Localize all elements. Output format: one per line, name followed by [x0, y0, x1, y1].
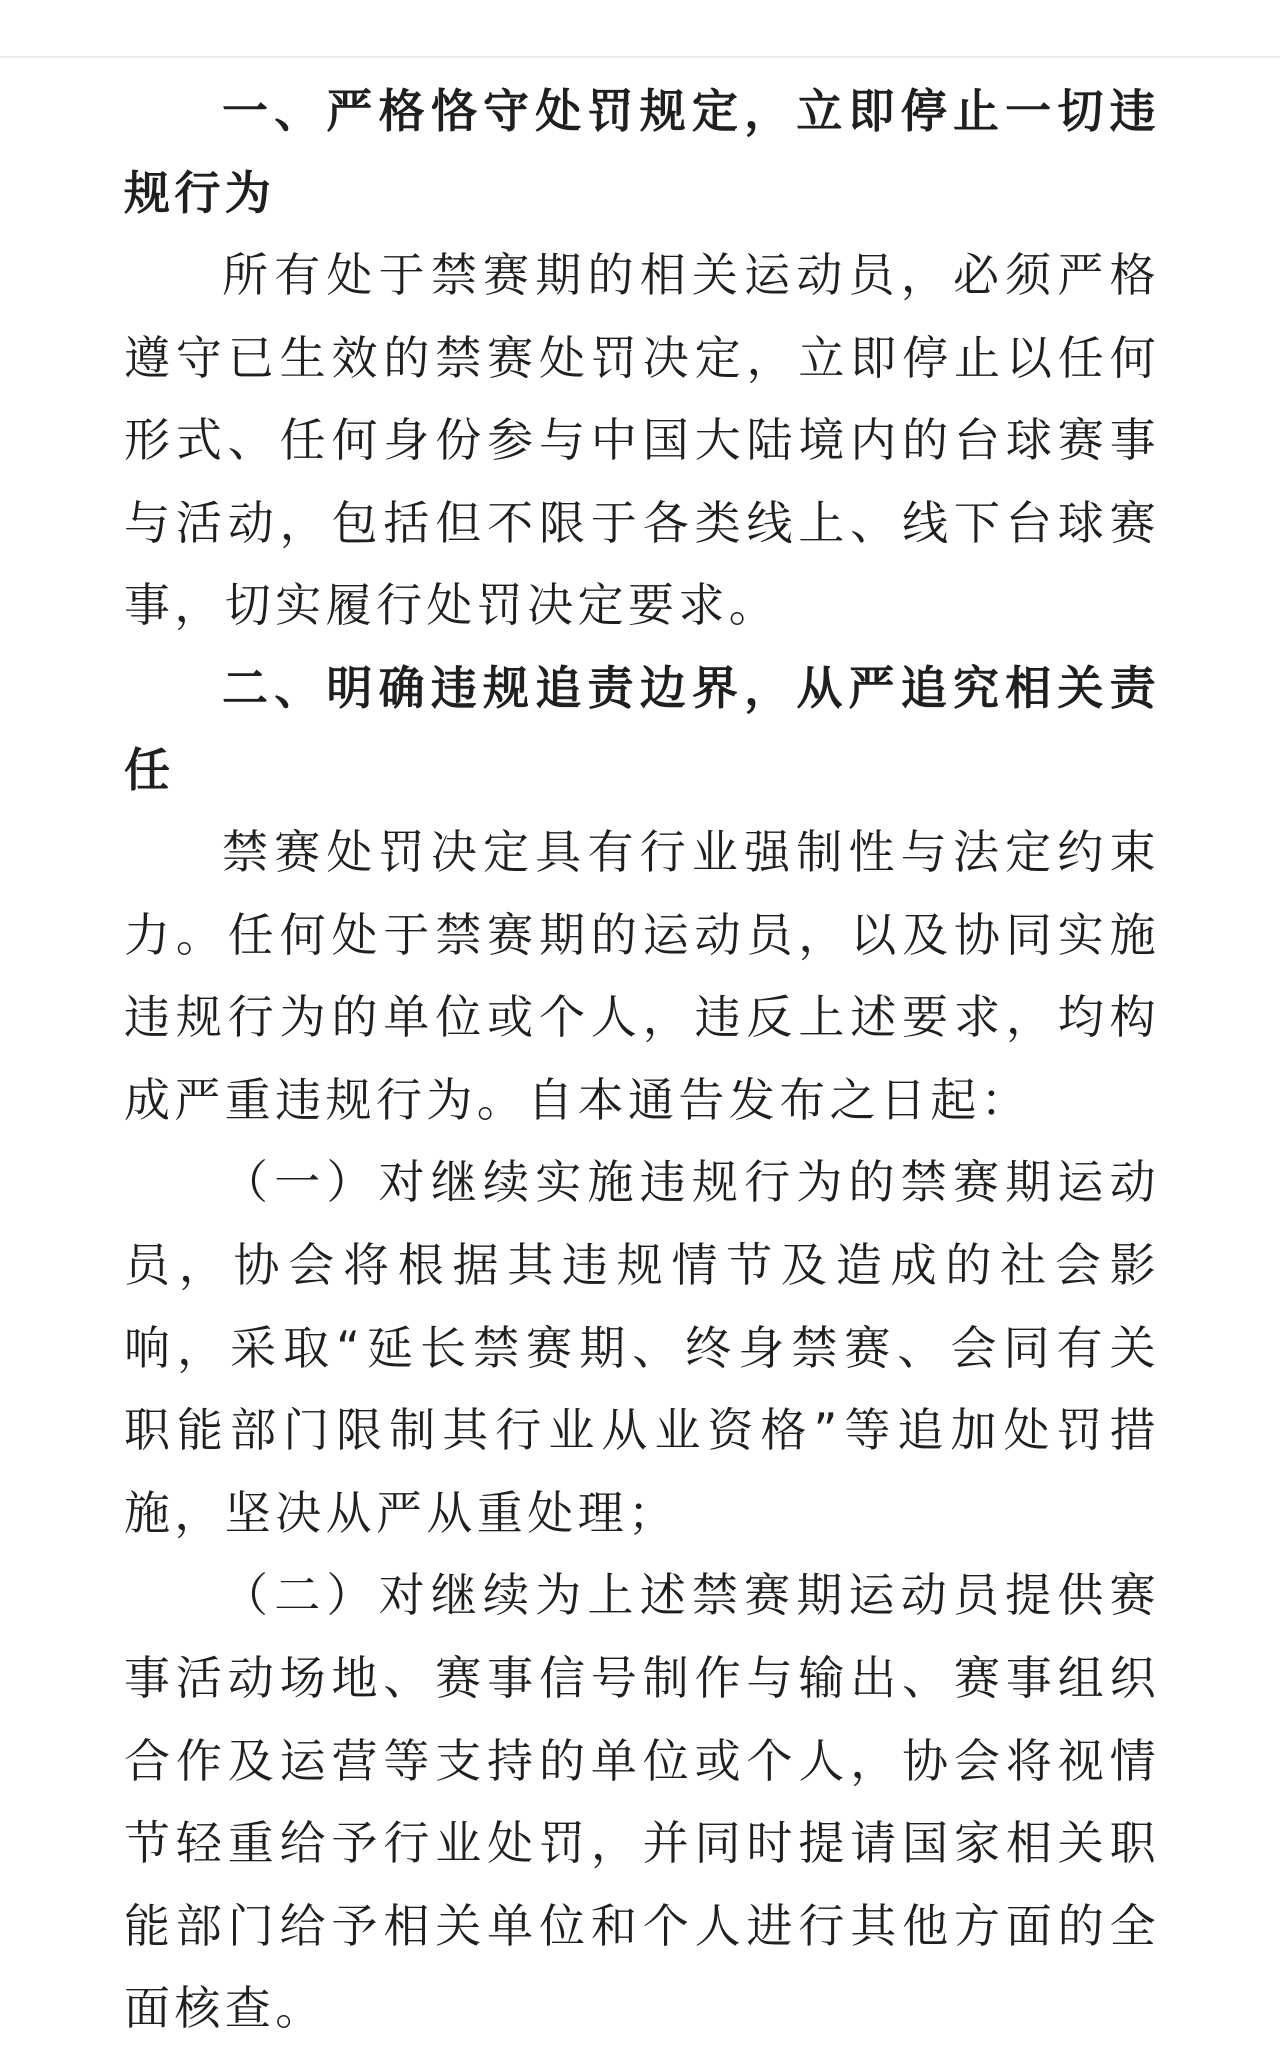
- section-2-paragraph-item-1: （一）对继续实施违规行为的禁赛期运动员，协会将根据其违规情节及造成的社会影响，采取“延长禁赛期、终身禁赛、会同有关职能部门限制其行业从业资格”等追加处罚措施，坚决从严从重处理；: [124, 1155, 1160, 1540]
- section-2-paragraph-intro: 禁赛处罚决定具有行业强制性与法定约束力。任何处于禁赛期的运动员，以及协同实施违规行为的单位或个人，违反上述要求，均构成严重违规行为。自本通告发布之日起：: [124, 824, 1160, 1127]
- notice-document: [124, 70, 1160, 2050]
- section-2-paragraph-item-2: （二）对继续为上述禁赛期运动员提供赛事活动场地、赛事信号制作与输出、赛事组织合作及运营等支持的单位或个人，协会将视情节轻重给予行业处罚，并同时提请国家相关职能部门给予相关单位和个人进行其他方面的全面核查。: [124, 1568, 1160, 2036]
- top-divider: [0, 56, 1280, 58]
- section-1-paragraph: 所有处于禁赛期的相关运动员，必须严格遵守已生效的禁赛处罚决定，立即停止以任何形式、任何身份参与中国大陆境内的台球赛事与活动，包括但不限于各类线上、线下台球赛事，切实履行处罚决定要求。: [124, 248, 1160, 633]
- section-2-heading: 二、明确违规追责边界，从严追究相关责任: [124, 660, 1160, 797]
- section-1-heading: 一、严格恪守处罚规定，立即停止一切违规行为: [124, 84, 1160, 220]
